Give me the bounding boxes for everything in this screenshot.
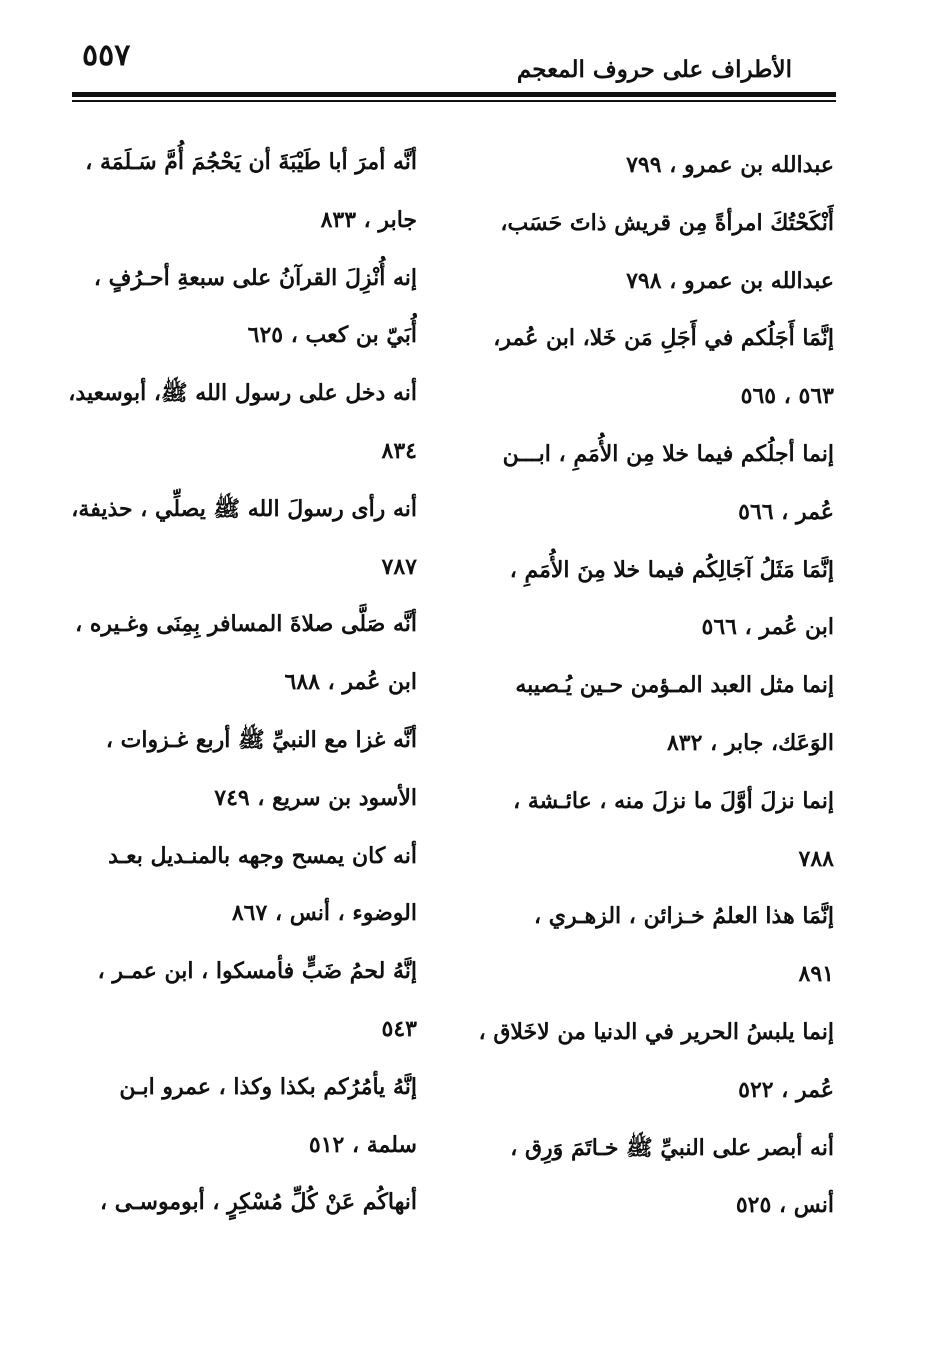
index-line: أنَّه أمرَ أبا طَيْبَةَ أن يَحْجُمَ أُمَّ سَـلَمَة ، bbox=[85, 149, 417, 175]
left-column bbox=[67, 134, 417, 1232]
page-number: ٥٥٧ bbox=[82, 38, 131, 73]
running-head-title: الأطراف على حروف المعجم bbox=[516, 56, 792, 83]
right-column bbox=[474, 137, 834, 1235]
index-line: عُمر ، ٥٦٦ bbox=[738, 498, 834, 525]
index-line: إنَّمَا مَثَلُ آجَالِكُم فيما خلا مِنَ الأُمَمِ ، bbox=[509, 556, 834, 583]
index-line: إنَّهُ لحمُ ضَبٍّ فأمسكوا ، ابن عمـر ، bbox=[97, 958, 417, 985]
index-line: أنه رأى رسولَ الله ﷺ يصلِّي ، حذيفة، bbox=[71, 495, 417, 522]
index-line: عبدالله بن عمرو ، ٧٩٩ bbox=[626, 152, 834, 178]
index-line: أنس ، ٥٢٥ bbox=[735, 1192, 834, 1219]
index-line: سلمة ، ٥١٢ bbox=[308, 1131, 417, 1158]
index-line: عُمر ، ٥٢٢ bbox=[738, 1076, 834, 1103]
index-line: الوضوء ، أنس ، ٨٦٧ bbox=[231, 900, 417, 927]
index-line: إنه أُنْزِلَ القرآنُ على سبعةِ أحـرُفٍ ، bbox=[93, 264, 417, 291]
index-line: أُبَيّ بن كعب ، ٦٢٥ bbox=[247, 322, 417, 349]
index-line: إنَّمَا هذا العلمُ خـزائن ، الزهـري ، bbox=[534, 903, 834, 930]
index-line: إنما مثل العبد المـؤمن حـين يُـصيبه bbox=[515, 672, 834, 699]
index-line: ابن عُمر ، ٥٦٦ bbox=[701, 614, 834, 641]
index-line: أنَّه غزا مع النبيِّ ﷺ أربع غـزوات ، bbox=[105, 726, 417, 753]
index-line: عبدالله بن عمرو ، ٧٩٨ bbox=[626, 267, 834, 294]
index-line: أَنْكَحْتُكَ امرأةً مِن قريش ذاتَ حَسَب، bbox=[500, 209, 834, 236]
index-line: ٥٦٣ ، ٥٦٥ bbox=[740, 383, 834, 410]
index-line: ٥٤٣ bbox=[381, 1015, 417, 1042]
index-line: إنما يلبسُ الحرير في الدنيا من لاخَلاق ، bbox=[478, 1018, 834, 1045]
index-line: أنه كان يمسح وجهه بالمنـديل بعـد bbox=[108, 842, 417, 869]
index-line: ٧٨٨ bbox=[798, 845, 834, 872]
index-line: أنَّه صَلَّى صلاةَ المسافر بِمِنَى وغـيره ، bbox=[75, 611, 417, 638]
header-rule-thin bbox=[72, 100, 836, 102]
index-line: أنه دخل على رسول الله ﷺ، أبوسعيد، bbox=[68, 380, 417, 407]
index-line: أنه أبصر على النبيِّ ﷺ خـاتَمَ وَرِق ، bbox=[510, 1134, 834, 1161]
index-line: ابن عُمر ، ٦٨٨ bbox=[284, 669, 417, 696]
index-line: ٨٣٤ bbox=[381, 437, 417, 464]
index-line: جابر ، ٨٣٣ bbox=[320, 206, 417, 233]
index-line: ٧٨٧ bbox=[381, 553, 417, 580]
index-line: إنما أجلُكم فيما خلا مِن الأُمَمِ ، ابـــن bbox=[502, 440, 834, 467]
index-line: أنهاكُم عَنْ كُلِّ مُسْكِرٍ ، أبوموسـى ، bbox=[99, 1189, 417, 1216]
index-line: إنما نزلَ أوَّلَ ما نزلَ منه ، عائـشة ، bbox=[513, 787, 834, 814]
index-line: الوَعَك، جابر ، ٨٣٢ bbox=[666, 729, 834, 756]
index-line: ٨٩١ bbox=[798, 961, 834, 988]
header-rule-thick bbox=[72, 92, 836, 97]
index-line: إنَّهُ يأمُرُكم بكذا وكذا ، عمرو ابـن bbox=[119, 1073, 417, 1100]
index-line: إنَّمَا أَجَلُكم في أَجَلِ مَن خَلا، ابن عُمر، bbox=[493, 325, 834, 352]
index-line: الأسود بن سريع ، ٧٤٩ bbox=[214, 784, 417, 811]
